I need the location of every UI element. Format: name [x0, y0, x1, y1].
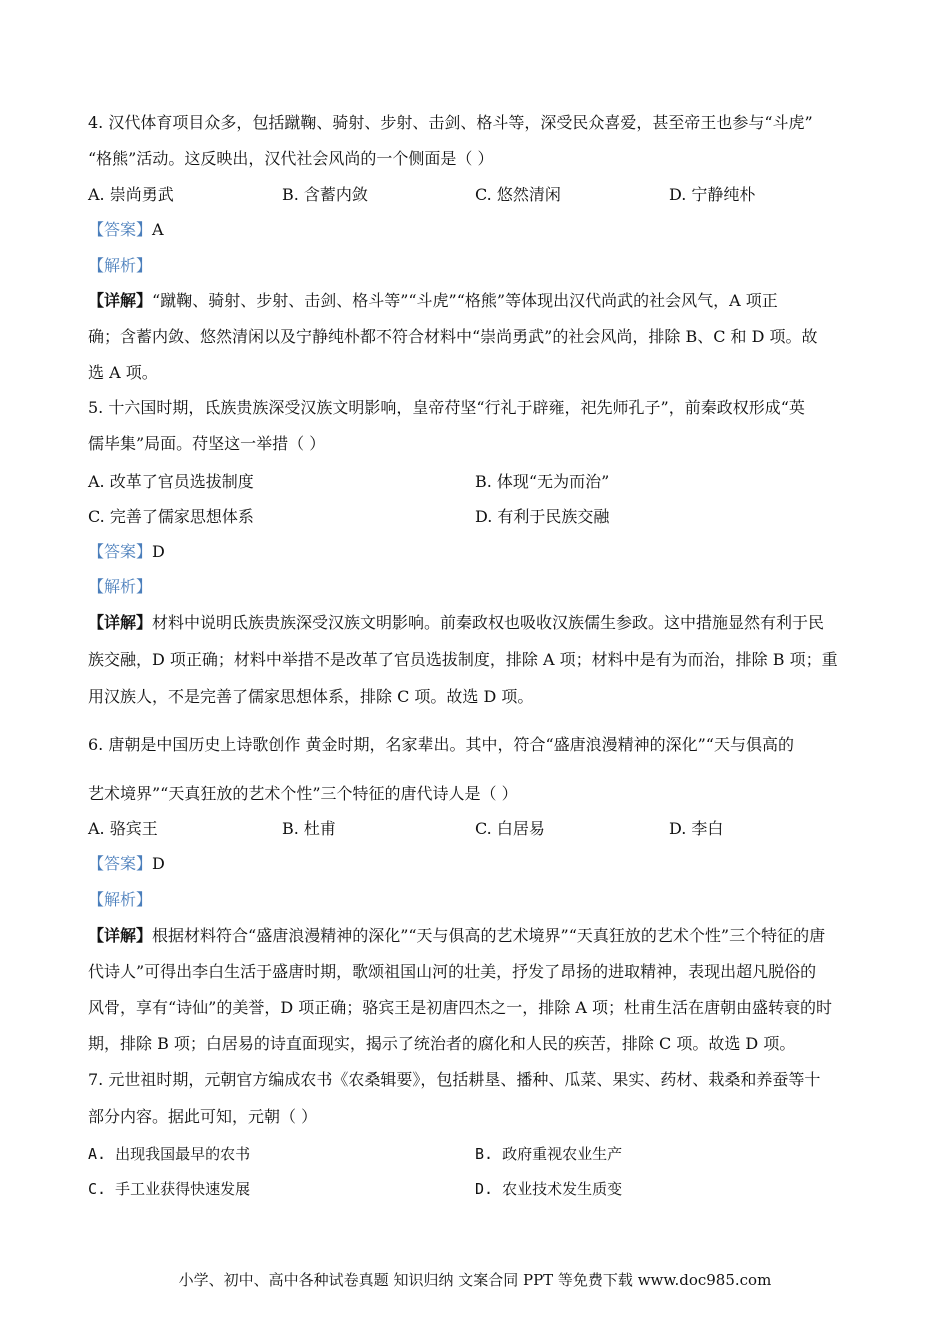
q6-stem-line-1: 6. 唐朝是中国历史上诗歌创作 黄金时期，名家辈出。其中，符合“盛唐浪漫精神的深化”“天与俱高的 [88, 735, 794, 754]
detail-tag: 【详解】 [88, 613, 153, 632]
detail-tag: 【详解】 [88, 926, 153, 945]
q5-option-b: B. 体现“无为而治” [475, 472, 610, 491]
q6-stem-line-2: 艺术境界”“天真狂放的艺术个性”三个特征的唐代诗人是（ ） [88, 784, 518, 803]
q7-stem-line-2: 部分内容。据此可知，元朝（ ） [88, 1107, 318, 1126]
q4-stem-line-2: “格熊”活动。这反映出，汉代社会风尚的一个侧面是（ ） [88, 149, 494, 168]
q4-answer [88, 220, 164, 240]
q4-detail-line-2: 确；含蓄内敛、悠然清闲以及宁静纯朴都不符合材料中“崇尚勇武”的社会风尚，排除 B、C 和 D 项。故 [88, 327, 818, 346]
q4-option-d: D. 宁静纯朴 [669, 185, 756, 204]
q7-stem-line-1: 7. 元世祖时期，元朝官方编成农书《农桑辑要》，包括耕垦、播种、瓜菜、果实、药材、栽桑和养蚕等十 [88, 1070, 821, 1089]
q5-detail-line-2: 族交融，D 项正确；材料中举措不是改革了官员选拔制度，排除 A 项；材料中是有为而治，排除 B 项；重 [88, 650, 838, 669]
q6-answer [88, 854, 165, 874]
q7-option-d: D. 农业技术发生质变 [475, 1180, 623, 1198]
answer-value: D [152, 854, 165, 873]
answer-tag: 【答案】 [88, 542, 153, 561]
q6-option-b: B. 杜甫 [282, 819, 336, 838]
q6-detail-line-2: 代诗人”可得出李白生活于盛唐时期，歌颂祖国山河的壮美，抒发了昂扬的进取精神，表现出超凡脱俗的 [88, 962, 817, 981]
q6-option-d: D. 李白 [669, 819, 724, 838]
q4-detail-line-3: 选 A 项。 [88, 363, 158, 382]
answer-value: D [152, 542, 165, 561]
q6-detail-line-4: 期，排除 B 项；白居易的诗直面现实，揭示了统治者的腐化和人民的疾苦，排除 C 项。故选 D 项。 [88, 1034, 796, 1053]
q7-option-a: A. 出现我国最早的农书 [88, 1145, 251, 1163]
answer-value: A [152, 220, 164, 239]
q5-analysis-tag: 【解析】 [88, 577, 153, 596]
q5-detail-line-3: 用汉族人，不是完善了儒家思想体系，排除 C 项。故选 D 项。 [88, 687, 534, 706]
q6-analysis-tag: 【解析】 [88, 890, 153, 909]
q4-option-a: A. 崇尚勇武 [88, 185, 174, 204]
q4-option-c: C. 悠然清闲 [475, 185, 561, 204]
q7-option-b: B. 政府重视农业生产 [475, 1145, 623, 1163]
q5-option-d: D. 有利于民族交融 [475, 507, 610, 526]
q5-stem-line-1: 5. 十六国时期，氐族贵族深受汉族文明影响，皇帝苻坚“行礼于辟雍，祀先师孔子”，前秦政权形成“英 [88, 398, 805, 417]
q6-option-a: A. 骆宾王 [88, 819, 158, 838]
q4-detail-line-1: 【详解】“蹴鞠、骑射、步射、击剑、格斗等”“斗虎”“格熊”等体现出汉代尚武的社会风气，A 项正 [88, 291, 778, 310]
q7-option-c: C. 手工业获得快速发展 [88, 1180, 251, 1198]
q5-option-a: A. 改革了官员选拔制度 [88, 472, 254, 491]
q5-detail-line-1: 【详解】材料中说明氐族贵族深受汉族文明影响。前秦政权也吸收汉族儒生参政。这中措施显然有利于民 [88, 613, 825, 632]
q6-option-c: C. 白居易 [475, 819, 545, 838]
q4-analysis-tag: 【解析】 [88, 256, 153, 275]
q5-answer [88, 542, 165, 562]
q4-option-b: B. 含蓄内敛 [282, 185, 368, 204]
q6-detail-line-3: 风骨，享有“诗仙”的美誉，D 项正确；骆宾王是初唐四杰之一，排除 A 项；杜甫生活在唐朝由盛转衰的时 [88, 998, 833, 1017]
q4-stem-line-1: 4. 汉代体育项目众多，包括蹴鞠、骑射、步射、击剑、格斗等，深受民众喜爱，甚至帝王也参与“斗虎” [88, 113, 813, 132]
answer-tag: 【答案】 [88, 220, 153, 239]
q6-detail-line-1: 【详解】根据材料符合“盛唐浪漫精神的深化”“天与俱高的艺术境界”“天真狂放的艺术个性”三个特征的唐 [88, 926, 826, 945]
detail-tag: 【详解】 [88, 291, 153, 310]
q5-option-c: C. 完善了儒家思想体系 [88, 507, 254, 526]
page-footer: 小学、初中、高中各种试卷真题 知识归纳 文案合同 PPT 等免费下载 www.doc985.com [178, 1271, 772, 1289]
answer-tag: 【答案】 [88, 854, 153, 873]
q5-stem-line-2: 儒毕集”局面。苻坚这一举措（ ） [88, 434, 326, 453]
